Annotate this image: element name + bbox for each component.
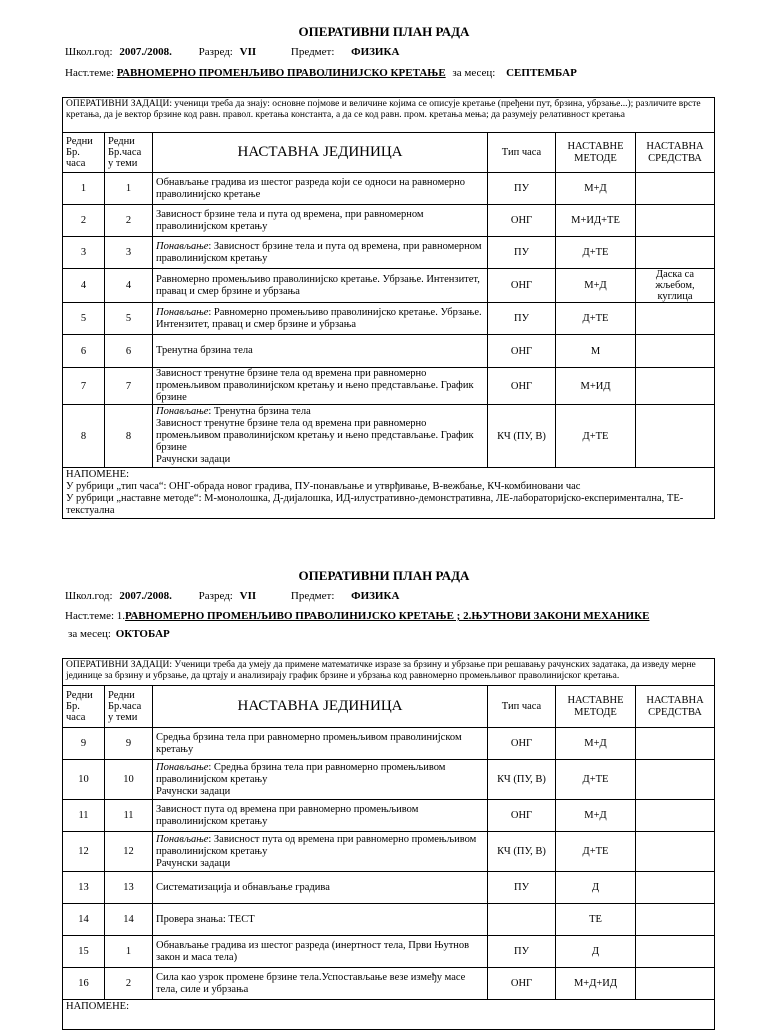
plan-title: ОПЕРАТИВНИ ПЛАН РАДА — [298, 24, 470, 39]
lesson-type-cell — [488, 269, 556, 303]
teaching-unit-text: : Равномерно промењљиво праволинијско кретање. Убрзање. Интензитет, правац и смер брзине и убрзања — [156, 306, 482, 330]
teaching-unit-cell — [153, 904, 488, 936]
lesson-type-cell — [488, 728, 556, 760]
lesson-number-text: 15 — [78, 946, 89, 957]
grade-label: Разред: — [198, 590, 233, 602]
school-year-label: Школ.год: — [65, 46, 113, 58]
lesson-type-cell — [488, 205, 556, 237]
teaching-means-cell — [636, 728, 715, 760]
teaching-means-cell — [636, 205, 715, 237]
plan-meta-line-2 — [65, 67, 577, 79]
lesson-type-cell — [488, 800, 556, 832]
table-body — [63, 173, 715, 468]
header-lesson-number: Редни Бр. часа — [63, 686, 105, 728]
lesson-number-in-topic-text: 9 — [125, 738, 132, 749]
teaching-unit-text: : Средња брзина тела при равномерно промењљивом праволинијском кретању Рачунски задаци — [156, 761, 446, 797]
lesson-number-cell — [63, 904, 105, 936]
subject-label: Предмет: — [290, 590, 335, 602]
lesson-number-in-topic-cell — [105, 237, 153, 269]
header-teaching-unit: НАСТАВНА ЈЕДИНИЦА — [153, 686, 488, 728]
lesson-type-text: ПУ — [513, 247, 530, 258]
lesson-number-in-topic-text: 4 — [125, 280, 132, 291]
notes: НАПОМЕНЕ: У рубрици „тип часа“: ОНГ-обрада новог градива, ПУ-понављање и утврђивање, В-вежбање, КЧ-комбиновани час У рубрици „наставне методе“: М-монолошка, Д-дијалошка, ИД-илустративно-демонстративна, ЛЕ-лабораторијско-експериментална, ТЕ-текстуална — [63, 468, 715, 519]
lesson-number-text: 1 — [80, 183, 87, 194]
lesson-number-cell — [63, 205, 105, 237]
teaching-methods-cell — [556, 173, 636, 205]
teaching-means-cell — [636, 303, 715, 335]
plan-meta-line-1 — [65, 590, 399, 602]
teaching-unit-cell — [153, 173, 488, 205]
header-teaching-methods: НАСТАВНЕ МЕТОДЕ — [556, 133, 636, 173]
lesson-type-text: ОНГ — [510, 345, 533, 357]
teaching-methods-text: Д — [591, 882, 600, 893]
lesson-type-text: ПУ — [513, 313, 530, 324]
lesson-type-cell — [488, 173, 556, 205]
teaching-means-cell — [636, 368, 715, 405]
lesson-number-text: 5 — [80, 313, 87, 324]
teaching-means-cell — [636, 760, 715, 800]
lesson-number-in-topic-text: 7 — [125, 380, 132, 392]
plan-table — [62, 658, 715, 1030]
lesson-number-in-topic-text: 11 — [123, 810, 134, 821]
lesson-number-text: 12 — [78, 846, 89, 857]
lesson-type-text: ПУ — [513, 946, 530, 957]
teaching-methods-text: Д — [591, 946, 600, 957]
teaching-methods-text: М+Д — [584, 738, 607, 749]
lesson-type-text: ПУ — [513, 183, 530, 194]
header-lesson-number-in-topic: Редни Бр.часа у теми — [105, 686, 153, 728]
table-row — [63, 173, 715, 205]
teaching-methods-text: Д+ТЕ — [582, 247, 609, 258]
teaching-methods-cell — [556, 760, 636, 800]
plan-meta-line-1 — [65, 46, 399, 58]
table-row — [63, 368, 715, 405]
teaching-methods-cell — [556, 303, 636, 335]
teaching-methods-cell — [556, 968, 636, 1000]
lesson-number-cell — [63, 968, 105, 1000]
teaching-unit-text: Обнављање градива из шестог разреда (инертност тела, Први Њутнов закон и маса тела) — [156, 939, 470, 963]
lesson-number-cell — [63, 368, 105, 405]
teaching-methods-text: М+Д — [584, 280, 607, 291]
teaching-unit-cell — [153, 760, 488, 800]
lesson-number-in-topic-cell — [105, 303, 153, 335]
lesson-number-in-topic-cell — [105, 968, 153, 1000]
school-year-value: 2007./2008. — [119, 590, 172, 602]
school-year-label: Школ.год: — [65, 590, 113, 602]
lesson-type-text: КЧ (ПУ, В) — [497, 430, 546, 442]
lesson-number-in-topic-cell — [105, 173, 153, 205]
table-row — [63, 405, 715, 468]
header-teaching-means: НАСТАВНА СРЕДСТВА — [636, 133, 715, 173]
grade-label: Разред: — [198, 46, 233, 58]
month-value: ОКТОБАР — [115, 628, 170, 640]
topic-prefix: 1. — [116, 610, 126, 622]
teaching-unit-text: : Зависност пута од времена при равномерно промењљивом праволинијском кретању Рачунски задаци — [156, 833, 477, 869]
teaching-methods-text: М+Д — [584, 183, 607, 194]
table-row — [63, 335, 715, 368]
subject-value: ФИЗИКА — [351, 46, 400, 58]
lesson-number-text: 7 — [80, 380, 87, 392]
teaching-unit-text: Систематизација и обнављање градива — [156, 881, 330, 893]
teaching-methods-cell — [556, 405, 636, 468]
teaching-methods-text: Д+ТЕ — [582, 430, 609, 442]
teaching-unit-cell — [153, 968, 488, 1000]
teaching-unit-text: Обнављање градива из шестог разреда који се односи на равномерно праволинијско кретање — [156, 176, 466, 200]
lesson-type-text: ОНГ — [510, 215, 533, 226]
lesson-number-text: 11 — [78, 810, 89, 821]
teaching-methods-text: М — [590, 345, 601, 357]
header-lesson-type: Тип часа — [488, 686, 556, 728]
lesson-number-in-topic-cell — [105, 368, 153, 405]
lesson-type-cell — [488, 335, 556, 368]
teaching-unit-text: Средња брзина тела при равномерно промењљивом праволинијском кретању — [156, 731, 462, 755]
lesson-number-in-topic-text: 3 — [125, 247, 132, 258]
table-row — [63, 205, 715, 237]
topic-value: РАВНОМЕРНО ПРОМЕНЉИВО ПРАВОЛИНИЈСКО КРЕТАЊЕ ; 2.ЊУТНОВИ ЗАКОНИ МЕХАНИКЕ — [125, 610, 650, 622]
table-row — [63, 800, 715, 832]
teaching-unit-text: Зависност тренутне брзине тела од времена при равномерно промењљивом праволинијском кретању и њено представљање. График брзине — [156, 368, 474, 403]
lesson-number-in-topic-text: 2 — [125, 978, 132, 989]
lesson-number-in-topic-text: 14 — [123, 914, 134, 925]
lesson-type-cell — [488, 760, 556, 800]
lesson-type-cell — [488, 405, 556, 468]
teaching-unit-cell — [153, 269, 488, 303]
teaching-means-cell — [636, 872, 715, 904]
lesson-number-in-topic-cell — [105, 728, 153, 760]
lesson-number-in-topic-text: 1 — [125, 946, 132, 957]
teaching-means-cell — [636, 237, 715, 269]
lesson-number-text: 9 — [80, 738, 87, 749]
header-teaching-methods: НАСТАВНЕ МЕТОДЕ — [556, 686, 636, 728]
lesson-number-text: 2 — [80, 215, 87, 226]
teaching-methods-text: Д+ТЕ — [582, 774, 609, 785]
lesson-number-cell — [63, 303, 105, 335]
table-row — [63, 936, 715, 968]
lesson-type-text: ОНГ — [510, 810, 533, 821]
table-row — [63, 968, 715, 1000]
lesson-number-in-topic-cell — [105, 800, 153, 832]
table-row — [63, 872, 715, 904]
header-lesson-number-in-topic: Редни Бр.часа у теми — [105, 133, 153, 173]
header-teaching-unit: НАСТАВНА ЈЕДИНИЦА — [153, 133, 488, 173]
month-label: за месец: — [452, 67, 496, 79]
teaching-unit-text: Зависност брзине тела и пута од времена, при равномерном праволинијском кретању — [156, 208, 424, 232]
subject-label: Предмет: — [290, 46, 335, 58]
teaching-methods-text: ТЕ — [589, 914, 602, 925]
teaching-means-cell — [636, 800, 715, 832]
table-row — [63, 832, 715, 872]
teaching-means-cell — [636, 832, 715, 872]
teaching-methods-cell — [556, 205, 636, 237]
table-row — [63, 904, 715, 936]
lesson-number-cell — [63, 173, 105, 205]
operational-tasks: ОПЕРАТИВНИ ЗАДАЦИ: Ученици треба да умеју да примене математичке изразе за брзину и убрзање при решавању рачунских задатака, да изведу мерне јединице за брзину и убрзање, да цртају и анализирају график брзине и убрзања код равномерно промењљивог праволинијског кретања. — [63, 659, 715, 686]
lesson-number-text: 16 — [78, 978, 89, 989]
teaching-unit-cell — [153, 405, 488, 468]
lesson-number-cell — [63, 405, 105, 468]
lesson-number-in-topic-text: 6 — [125, 345, 132, 357]
teaching-methods-text: М+ИД — [580, 380, 611, 392]
teaching-methods-cell — [556, 335, 636, 368]
header-lesson-number: Редни Бр. часа — [63, 133, 105, 173]
teaching-methods-cell — [556, 269, 636, 303]
teaching-unit-cell — [153, 205, 488, 237]
plan-title: ОПЕРАТИВНИ ПЛАН РАДА — [298, 568, 470, 583]
lesson-number-in-topic-text: 5 — [125, 313, 132, 324]
teaching-means-cell — [636, 173, 715, 205]
table-row — [63, 303, 715, 335]
repetition-label: Понављање — [156, 240, 209, 252]
table-row — [63, 237, 715, 269]
lesson-number-in-topic-cell — [105, 832, 153, 872]
operational-tasks: ОПЕРАТИВНИ ЗАДАЦИ: ученици треба да знају: основне појмове и величине којима се описује кретање (пређени пут, брзина, убрзање...); различите врсте кретања, да је вектор брзине код равн. правол. кретања константа, а да се код равн. пром. кретања мења; да разумеју релативност кретања — [63, 98, 715, 133]
teaching-methods-cell — [556, 728, 636, 760]
teaching-unit-text: Сила као узрок промене брзине тела.Успостављање везе између масе тела, силе и убрзања — [156, 971, 466, 995]
plan-meta-line-3 — [68, 628, 170, 640]
teaching-unit-text: Зависност пута од времена при равномерно промењљивом праволинијском кретању — [156, 803, 419, 827]
lesson-number-cell — [63, 936, 105, 968]
teaching-means-cell — [636, 405, 715, 468]
lesson-type-cell — [488, 904, 556, 936]
lesson-number-cell — [63, 269, 105, 303]
teaching-means-cell — [636, 936, 715, 968]
lesson-type-cell — [488, 368, 556, 405]
teaching-unit-cell — [153, 368, 488, 405]
lesson-type-text: ОНГ — [510, 738, 533, 749]
lesson-type-cell — [488, 968, 556, 1000]
lesson-number-in-topic-cell — [105, 936, 153, 968]
teaching-unit-cell — [153, 335, 488, 368]
teaching-unit-text: : Зависност брзине тела и пута од времена, при равномерном праволинијском кретању — [156, 240, 482, 264]
subject-value: ФИЗИКА — [351, 590, 400, 602]
table-header-row — [63, 686, 715, 728]
header-teaching-means: НАСТАВНА СРЕДСТВА — [636, 686, 715, 728]
teaching-unit-text: Равномерно промењљиво праволинијско кретање. Убрзање. Интензитет, правац и смер брзине и убрзања — [156, 273, 480, 297]
repetition-label: Понављање — [156, 406, 209, 417]
teaching-unit-cell — [153, 303, 488, 335]
lesson-number-cell — [63, 335, 105, 368]
lesson-number-in-topic-cell — [105, 872, 153, 904]
teaching-unit-cell — [153, 800, 488, 832]
teaching-methods-cell — [556, 904, 636, 936]
topic-value: РАВНОМЕРНО ПРОМЕНЉИВО ПРАВОЛИНИЈСКО КРЕТАЊЕ — [116, 67, 446, 79]
lesson-number-in-topic-cell — [105, 269, 153, 303]
teaching-methods-cell — [556, 872, 636, 904]
topic-label: Наст.теме: — [65, 67, 115, 79]
lesson-number-cell — [63, 728, 105, 760]
teaching-methods-cell — [556, 936, 636, 968]
lesson-number-text: 13 — [78, 882, 89, 893]
table-row — [63, 760, 715, 800]
topic-label: Наст.теме: — [65, 610, 115, 622]
lesson-type-text: ОНГ — [510, 280, 533, 291]
lesson-number-in-topic-text: 1 — [125, 183, 132, 194]
teaching-means-cell — [636, 968, 715, 1000]
teaching-methods-cell — [556, 800, 636, 832]
teaching-unit-cell — [153, 237, 488, 269]
lesson-number-in-topic-text: 8 — [125, 430, 132, 442]
teaching-unit-cell — [153, 872, 488, 904]
teaching-unit-cell — [153, 936, 488, 968]
teaching-unit-cell — [153, 728, 488, 760]
lesson-type-text: КЧ (ПУ, В) — [497, 846, 546, 857]
school-year-value: 2007./2008. — [119, 46, 172, 58]
table-row — [63, 728, 715, 760]
teaching-methods-text: М+Д+ИД — [573, 978, 618, 989]
lesson-number-cell — [63, 760, 105, 800]
table-row — [63, 269, 715, 303]
teaching-methods-text: Д+ТЕ — [582, 313, 609, 324]
teaching-methods-text: М+ИД+ТЕ — [571, 215, 620, 226]
teaching-means-cell — [636, 335, 715, 368]
lesson-type-cell — [488, 237, 556, 269]
table-header-row — [63, 133, 715, 173]
lesson-number-in-topic-cell — [105, 904, 153, 936]
teaching-unit-text: Провера знања: ТЕСТ — [156, 913, 255, 925]
lesson-number-text: 6 — [80, 345, 87, 357]
lesson-number-cell — [63, 832, 105, 872]
grade-value: VII — [239, 590, 257, 602]
lesson-number-in-topic-cell — [105, 335, 153, 368]
lesson-type-text: ОНГ — [510, 978, 533, 989]
repetition-label: Понављање — [156, 833, 209, 845]
lesson-type-text: КЧ (ПУ, В) — [497, 774, 546, 785]
header-lesson-type: Тип часа — [488, 133, 556, 173]
plan-table — [62, 97, 715, 519]
teaching-unit-cell — [153, 832, 488, 872]
teaching-means-cell — [636, 904, 715, 936]
lesson-number-text: 14 — [78, 914, 89, 925]
lesson-number-in-topic-text: 13 — [123, 882, 134, 893]
teaching-methods-text: М+Д — [584, 810, 607, 821]
teaching-methods-cell — [556, 237, 636, 269]
teaching-methods-cell — [556, 832, 636, 872]
teaching-means-cell — [636, 269, 715, 303]
lesson-number-text: 10 — [78, 774, 89, 785]
lesson-type-cell — [488, 303, 556, 335]
table-body — [63, 728, 715, 1000]
month-label: за месец: — [68, 628, 111, 640]
lesson-number-cell — [63, 800, 105, 832]
lesson-number-in-topic-text: 2 — [125, 215, 132, 226]
repetition-label: Понављање — [156, 761, 209, 773]
grade-value: VII — [239, 46, 257, 58]
lesson-number-text: 8 — [80, 430, 87, 442]
notes: НАПОМЕНЕ: — [63, 1000, 715, 1030]
lesson-type-text: ОНГ — [510, 380, 533, 392]
month-value: СЕПТЕМБАР — [506, 67, 577, 79]
lesson-number-in-topic-cell — [105, 760, 153, 800]
teaching-means-text: Даска са жљебом, куглица — [655, 269, 695, 302]
teaching-methods-cell — [556, 368, 636, 405]
repetition-label: Понављање — [156, 306, 209, 318]
lesson-number-in-topic-cell — [105, 405, 153, 468]
lesson-number-text: 4 — [80, 280, 87, 291]
plan-meta-line-2 — [65, 610, 649, 622]
lesson-type-cell — [488, 936, 556, 968]
teaching-unit-text: : Тренутна брзина тела Зависност тренутне брзине тела од времена при равномерно промењљивом праволинијском кретању и њено представљање. График брзине Рачунски задаци — [156, 406, 474, 465]
lesson-number-in-topic-cell — [105, 205, 153, 237]
lesson-number-in-topic-text: 12 — [123, 846, 134, 857]
lesson-type-text: ПУ — [513, 882, 530, 893]
teaching-unit-text: Тренутна брзина тела — [156, 345, 253, 356]
lesson-number-cell — [63, 872, 105, 904]
teaching-methods-text: Д+ТЕ — [582, 846, 609, 857]
lesson-number-cell — [63, 237, 105, 269]
lesson-number-in-topic-text: 10 — [123, 774, 134, 785]
lesson-type-cell — [488, 832, 556, 872]
lesson-type-cell — [488, 872, 556, 904]
lesson-number-text: 3 — [80, 247, 87, 258]
